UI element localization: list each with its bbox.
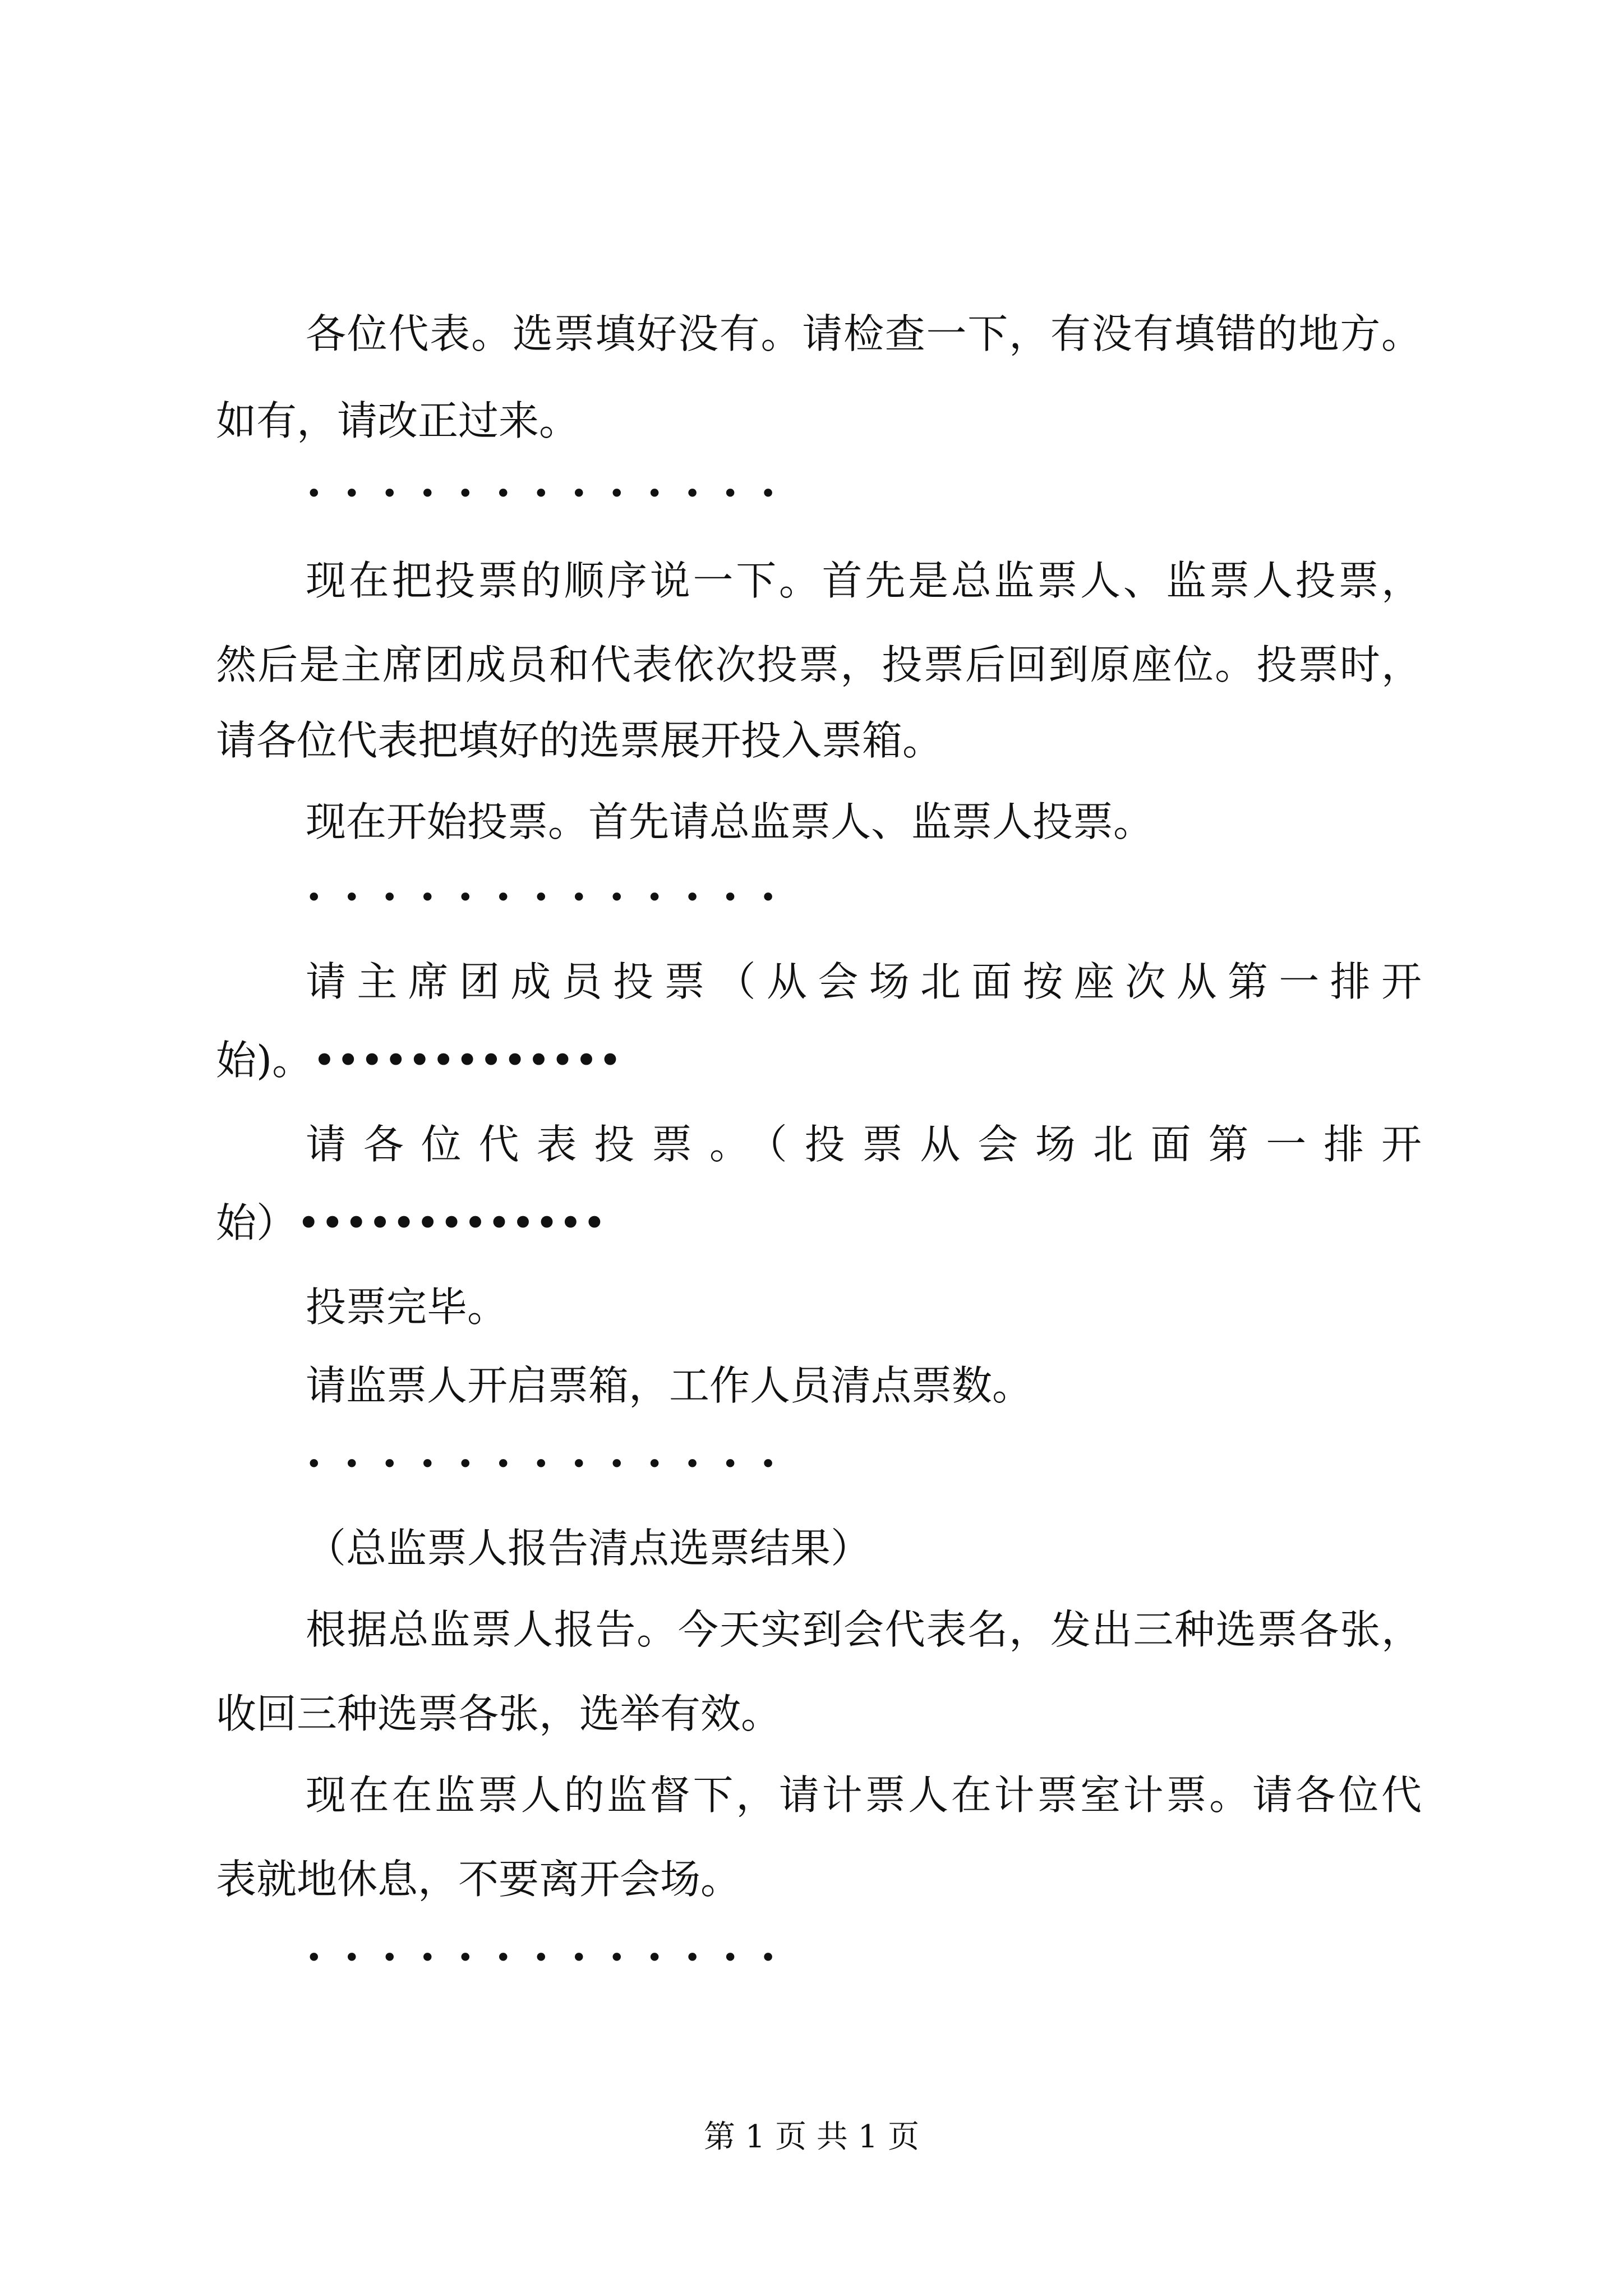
paragraph-line: 投票完毕。: [306, 1283, 508, 1331]
paragraph-line: 现在开始投票。首先请总监票人、监票人投票。: [306, 798, 1154, 845]
paragraph-line: 始）•••••••••••••: [216, 1199, 607, 1246]
ellipsis-line: •••••••••••••: [306, 477, 798, 510]
paragraph-line: 现在把投票的顺序说一下。首先是总监票人、监票人投票，: [306, 557, 1422, 604]
ellipsis-line: •••••••••••••: [306, 1448, 798, 1480]
paragraph-line: 现在在监票人的监督下，请计票人在计票室计票。请各位代: [306, 1772, 1422, 1819]
paragraph-line: （总监票人报告清点选票结果）: [306, 1525, 872, 1572]
page-footer: 第 1 页 共 1 页: [703, 2119, 920, 2155]
paragraph-line: 请各位代表把填好的选票展开投入票箱。: [216, 717, 943, 764]
paragraph-line: 如有，请改正过来。: [216, 397, 580, 444]
paragraph-line: 始)。•••••••••••••: [216, 1037, 623, 1084]
ellipsis-line: •••••••••••••: [306, 1941, 798, 1974]
paragraph-line: 各位代表。选票填好没有。请检查一下，有没有填错的地方。: [306, 310, 1422, 357]
paragraph-line: 请各位代表投票。（投票从会场北面第一排开: [306, 1121, 1422, 1168]
paragraph-line: 请主席团成员投票（从会场北面按座次从第一排开: [306, 958, 1422, 1005]
paragraph-line: 请监票人开启票箱，工作人员清点票数。: [306, 1362, 1033, 1409]
paragraph-line: 然后是主席团成员和代表依次投票，投票后回到原座位。投票时，: [216, 641, 1422, 688]
ellipsis-line: •••••••••••••: [306, 881, 798, 914]
paragraph-line: 根据总监票人报告。今天实到会代表名，发出三种选票各张，: [306, 1606, 1422, 1653]
paragraph-line: 表就地休息，不要离开会场。: [216, 1856, 741, 1903]
paragraph-line: 收回三种选票各张，选举有效。: [216, 1690, 782, 1737]
